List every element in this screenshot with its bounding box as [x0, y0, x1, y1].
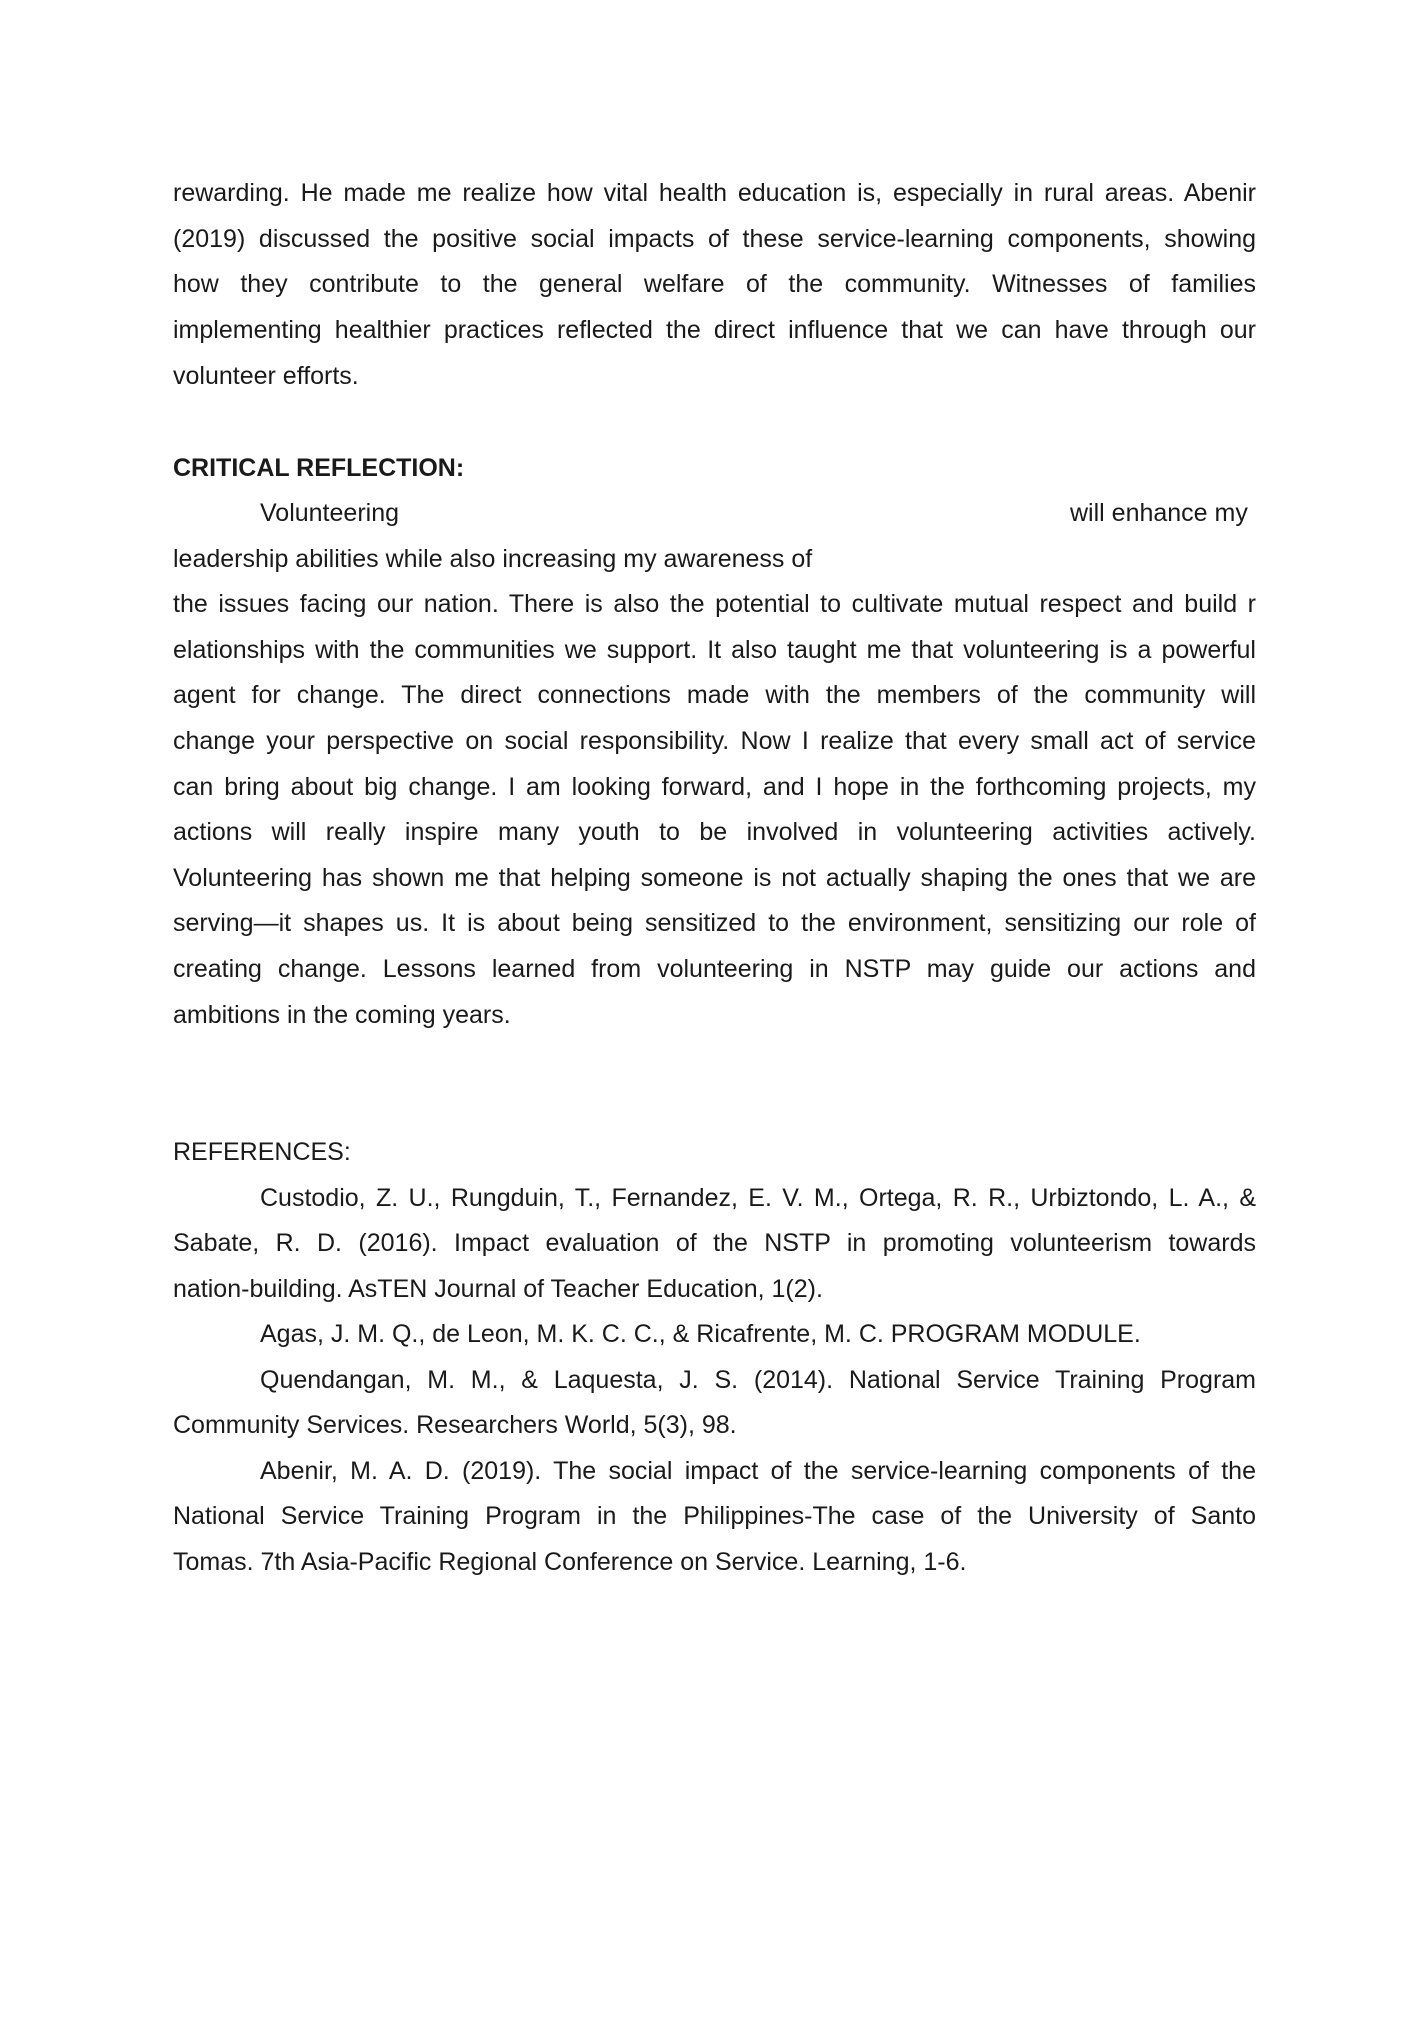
- text-line: Quendangan, M. M., & Laquesta, J. S. (2014). National Service Training Program: [260, 1366, 1256, 1394]
- text-line: can bring about big change. I am looking forward, and I hope in the forthcoming projects, my: [173, 773, 1256, 801]
- text-line: change your perspective on social responsibility. Now I realize that every small act of service: [173, 727, 1256, 755]
- text-line: nation-building. AsTEN Journal of Teacher Education, 1(2).: [173, 1275, 823, 1303]
- text-line: Volunteering has shown me that helping someone is not actually shaping the ones that we are: [173, 864, 1256, 892]
- text-line: leadership abilities while also increasing my awareness of: [173, 545, 813, 573]
- text-line: Agas, J. M. Q., de Leon, M. K. C. C., & Ricafrente, M. C. PROGRAM MODULE.: [260, 1320, 1141, 1348]
- text-line: volunteer efforts.: [173, 362, 359, 390]
- text-line: how they contribute to the general welfare of the community. Witnesses of families: [173, 270, 1256, 298]
- text-line: elationships with the communities we support. It also taught me that volunteering is a powerful: [173, 636, 1256, 664]
- text-line: ambitions in the coming years.: [173, 1001, 511, 1029]
- text-line: Sabate, R. D. (2016). Impact evaluation of the NSTP in promoting volunteerism towards: [173, 1229, 1256, 1257]
- text-line: National Service Training Program in the Philippines-The case of the University of Santo: [173, 1502, 1256, 1530]
- text-line: rewarding. He made me realize how vital health education is, especially in rural areas. Abenir: [173, 179, 1256, 207]
- text-line: actions will really inspire many youth to be involved in volunteering activities actively.: [173, 818, 1256, 846]
- text-line: serving—it shapes us. It is about being sensitized to the environment, sensitizing our role of: [173, 909, 1256, 937]
- text-line: creating change. Lessons learned from volunteering in NSTP may guide our actions and: [173, 955, 1256, 983]
- text-line: Custodio, Z. U., Rungduin, T., Fernandez, E. V. M., Ortega, R. R., Urbiztondo, L. A., &: [260, 1184, 1256, 1212]
- text-line: Volunteering: [260, 499, 400, 527]
- text-line: agent for change. The direct connections made with the members of the community will: [173, 681, 1256, 709]
- text-line: (2019) discussed the positive social impacts of these service-learning components, showing: [173, 225, 1256, 253]
- text-line: Abenir, M. A. D. (2019). The social impact of the service-learning components of the: [260, 1457, 1256, 1485]
- text-line: implementing healthier practices reflected the direct influence that we can have through our: [173, 316, 1256, 344]
- critical-reflection-heading: CRITICAL REFLECTION:: [173, 454, 465, 482]
- text-line: Tomas. 7th Asia-Pacific Regional Conference on Service. Learning, 1-6.: [173, 1548, 967, 1576]
- text-line: Community Services. Researchers World, 5(3), 98.: [173, 1411, 737, 1439]
- text-line: the issues facing our nation. There is also the potential to cultivate mutual respect and build r: [173, 590, 1256, 618]
- text-line: will enhance my: [1070, 499, 1248, 527]
- references-heading: REFERENCES:: [173, 1138, 351, 1166]
